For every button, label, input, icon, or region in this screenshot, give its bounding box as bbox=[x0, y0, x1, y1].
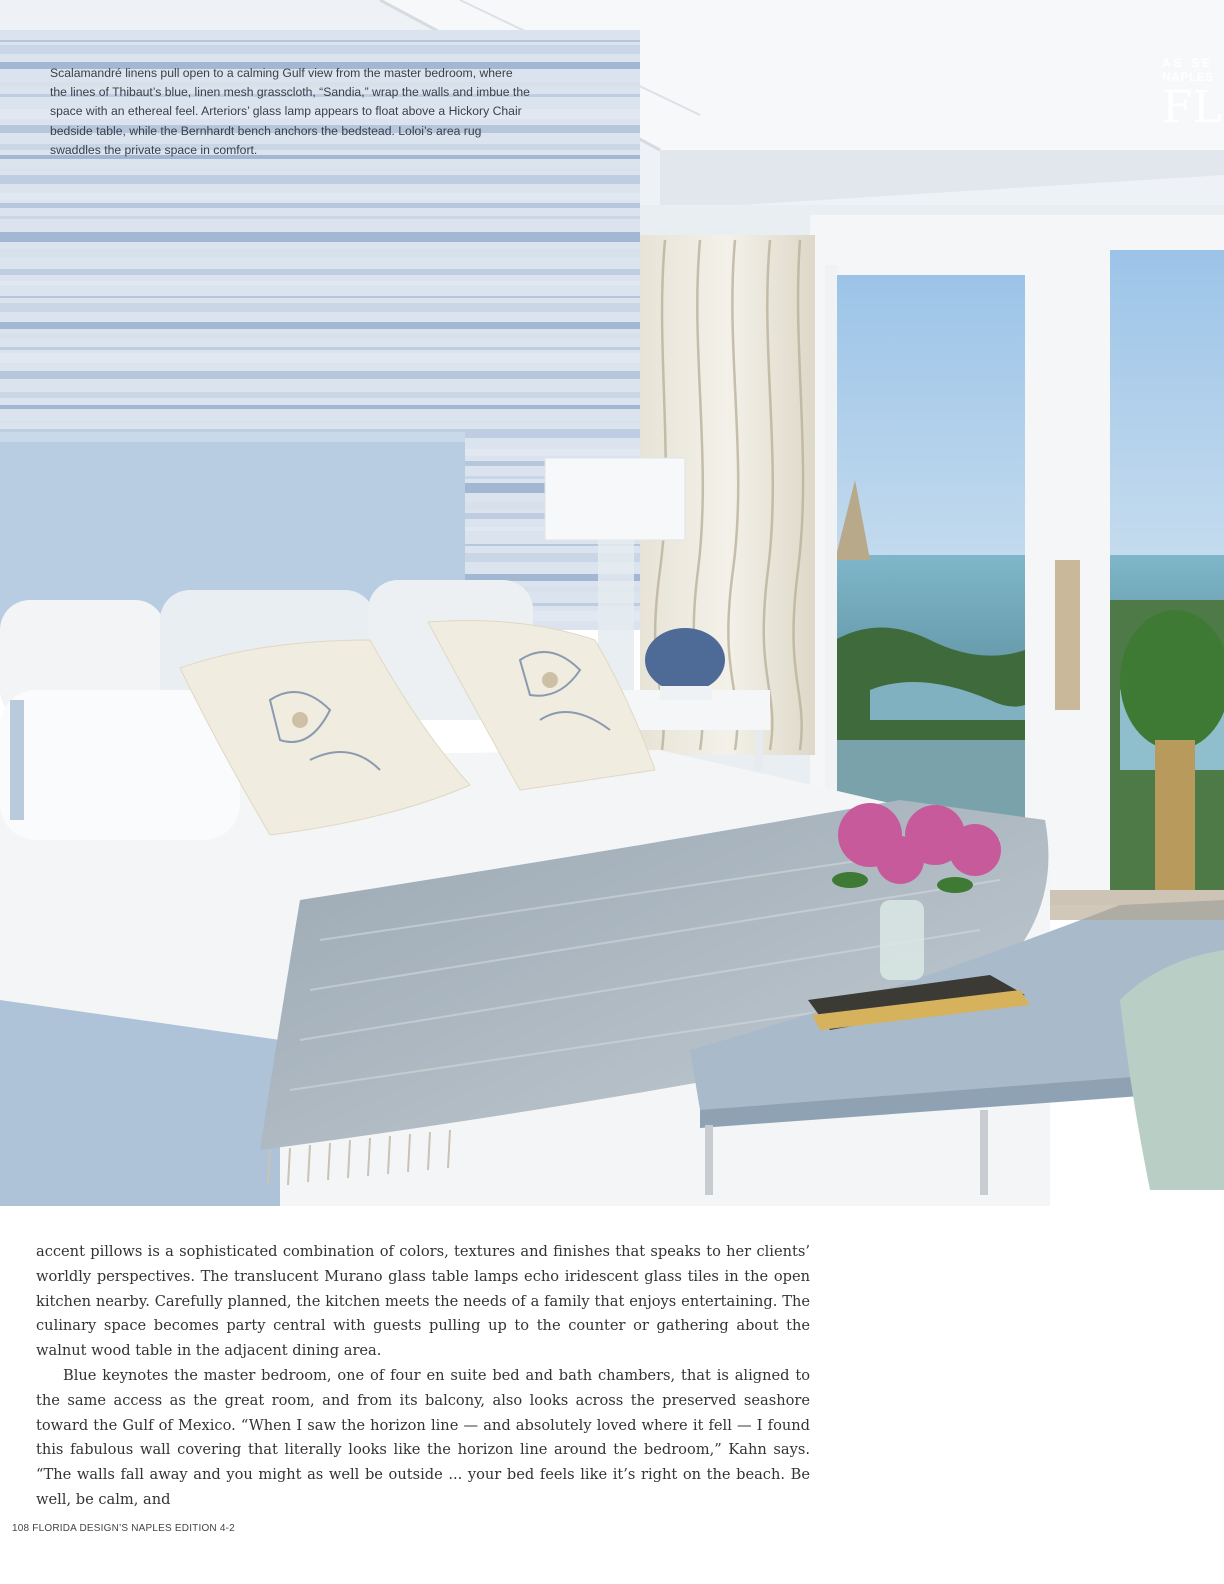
wallpaper-stripe bbox=[0, 193, 640, 200]
publication-name: FLORIDA DESIGN’S NAPLES EDITION 4-2 bbox=[32, 1523, 235, 1534]
wallpaper-stripe bbox=[0, 405, 640, 409]
wallpaper-stripe bbox=[0, 333, 640, 338]
wallpaper-stripe bbox=[0, 175, 640, 184]
photo-caption: Scalamandré linens pull open to a calming Gulf view from the master bedroom, where the lines of Thibaut’s blue, linen mesh grasscloth, “Sandia,” wrap the walls and imbue the space with an ethereal feel. Arteriors’ glass lamp appears to float above a Hickory Chair bedside table, while the Bernhardt bench anchors the bedstead. Loloi’s area rug swaddles the private space in comfort. bbox=[50, 66, 530, 157]
wallpaper-stripe bbox=[0, 40, 640, 42]
wallpaper-stripe bbox=[0, 269, 640, 275]
wallpaper-stripe bbox=[0, 322, 640, 329]
wallpaper-stripe bbox=[0, 371, 640, 379]
badge-line-1: AS SE bbox=[1162, 56, 1214, 70]
badge-line-2: NAPLES bbox=[1162, 70, 1214, 84]
page-number: 108 bbox=[12, 1523, 30, 1534]
wallpaper-stripe bbox=[0, 281, 640, 285]
wallpaper-stripe bbox=[0, 296, 640, 298]
wallpaper-stripe bbox=[0, 169, 640, 171]
article-body bbox=[36, 1240, 810, 1513]
wallpaper-stripe bbox=[0, 421, 640, 423]
badge-line-3: FL bbox=[1162, 82, 1222, 133]
wallpaper-stripe bbox=[0, 353, 640, 363]
as-seen-in-badge bbox=[1162, 56, 1224, 146]
article-paragraph-1: accent pillows is a sophisticated combination of colors, textures and finishes that speaks to her clients’ worldly perspectives. The translucent Murano glass table lamps echo iridescent glass tiles in the open kitchen nearby. Carefully planned, the kitchen meets the needs of a family that enjoys entertaining. The culinary space becomes party central with guests pulling up to the counter or gathering about the walnut wood table in the adjacent dining area. bbox=[36, 1243, 810, 1360]
wallpaper-stripe bbox=[0, 392, 640, 398]
page-footer bbox=[12, 1523, 235, 1534]
wallpaper-stripe bbox=[0, 303, 640, 312]
wallpaper-stripe bbox=[0, 249, 640, 257]
wallpaper-stripe bbox=[0, 347, 640, 350]
wallpaper-stripe bbox=[0, 232, 640, 242]
wallpaper-stripe bbox=[0, 203, 640, 208]
article-paragraph-2: Blue keynotes the master bedroom, one of four en suite bed and bath chambers, that is aligned to the same access as the great room, and from its balcony, also looks across the preserved seashore toward the Gulf of Mexico. “When I saw the horizon line — and absolutely loved where it fell — I found this fabulous wall covering that literally looks like the horizon line around the bedroom,” Kahn says. “The walls fall away and you might as well be outside ... your bed feels like it’s right on the beach. Be well, be calm, and bbox=[36, 1366, 810, 1508]
wallpaper-stripe bbox=[0, 216, 640, 219]
wallpaper-stripe bbox=[0, 45, 640, 54]
